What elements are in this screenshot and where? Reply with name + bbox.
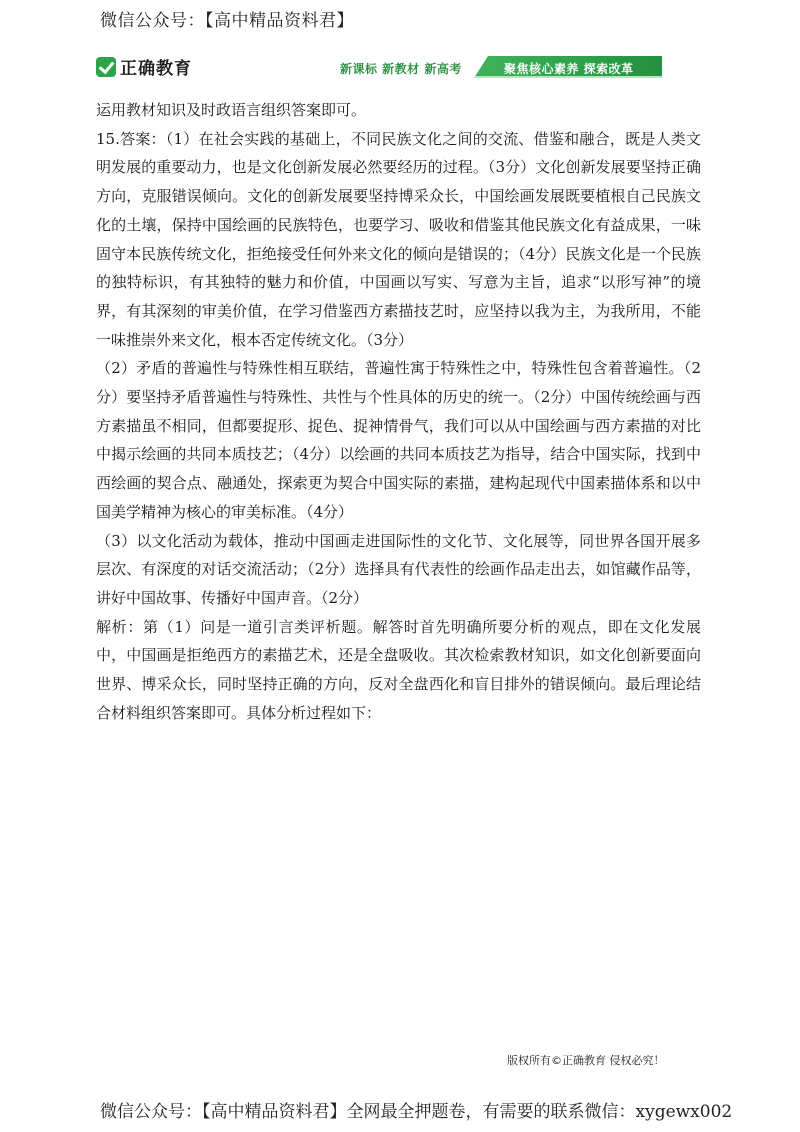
paragraph-answer-3: （3）以文化活动为载体，推动中国画走进国际性的文化节、文化展等，同世界各国开展多层次、有深度的对话交流活动；（2分）选择具有代表性的绘画作品走出去，如馆藏作品等，讲好中国故事、传播好中国声音。（2分）: [96, 531, 701, 607]
bottom-watermark: 微信公众号：【高中精品资料君】全网最全押题卷，有需要的联系微信：xygewx002: [100, 1102, 733, 1122]
check-icon: [96, 57, 116, 77]
paragraph-analysis: 解析：第（1）问是一道引言类评析题。解答时首先明确所要分析的观点，即在文化发展中，中国画是拒绝西方的素描艺术，还是全盘吸收。其次检索教材知识，如文化创新要面向世界、博采众长，同时坚持正确的方向，反对全盘西化和盲目排外的错误倾向。最后理论结合材料组织答案即可。具体分析过程如下：: [96, 617, 701, 722]
slogan-right: 聚焦核心素养 探索改革: [504, 62, 634, 76]
brand-header: [96, 52, 662, 82]
answer-content: [96, 96, 701, 727]
logo-text: 正确教育: [120, 59, 192, 79]
paragraph-intro: 运用教材知识及时政语言组织答案即可。: [96, 101, 367, 119]
brand-logo: [96, 54, 192, 79]
paragraph-answer-1: 15.答案：（1）在社会实践的基础上，不同民族文化之间的交流、借鉴和融合，既是人类文明发展的重要动力，也是文化创新发展必然要经历的过程。（3分）文化创新发展要坚持正确方向，克服错误倾向。文化的创新发展要坚持博采众长，中国绘画发展既要植根自己民族文化的土壤，保持中国绘画的民族特色，也要学习、吸收和借鉴其他民族文化有益成果，一味固守本民族传统文化，拒绝接受任何外来文化的倾向是错误的；（4分）民族文化是一个民族的独特标识，有其独特的魅力和价值，中国画以写实、写意为主旨，追求“以形写神”的境界，有其深刻的审美价值，在学习借鉴西方素描技艺时，应坚持以我为主，为我所用，不能一味推崇外来文化，根本否定传统文化。（3分）: [96, 129, 701, 349]
paragraph-answer-2: （2）矛盾的普遍性与特殊性相互联结，普遍性寓于特殊性之中，特殊性包含着普遍性。（2分）要坚持矛盾普遍性与特殊性、共性与个性具体的历史的统一。（2分）中国传统绘画与西方素描虽不相同，但都要捉形、捉色、捉神情骨气，我们可以从中国绘画与西方素描的对比中揭示绘画的共同本质技艺；（4分）以绘画的共同本质技艺为指导，结合中国实际，找到中西绘画的契合点、融通处，探索更为契合中国实际的素描，建构起现代中国素描体系和以中国美学精神为核心的审美标准。（4分）: [96, 359, 701, 521]
copyright-notice: 版权所有©正确教育 侵权必究！: [507, 1054, 665, 1067]
slogan-left: 新课标 新教材 新高考: [340, 62, 462, 76]
top-watermark: 微信公众号：【高中精品资料君】: [100, 11, 354, 31]
